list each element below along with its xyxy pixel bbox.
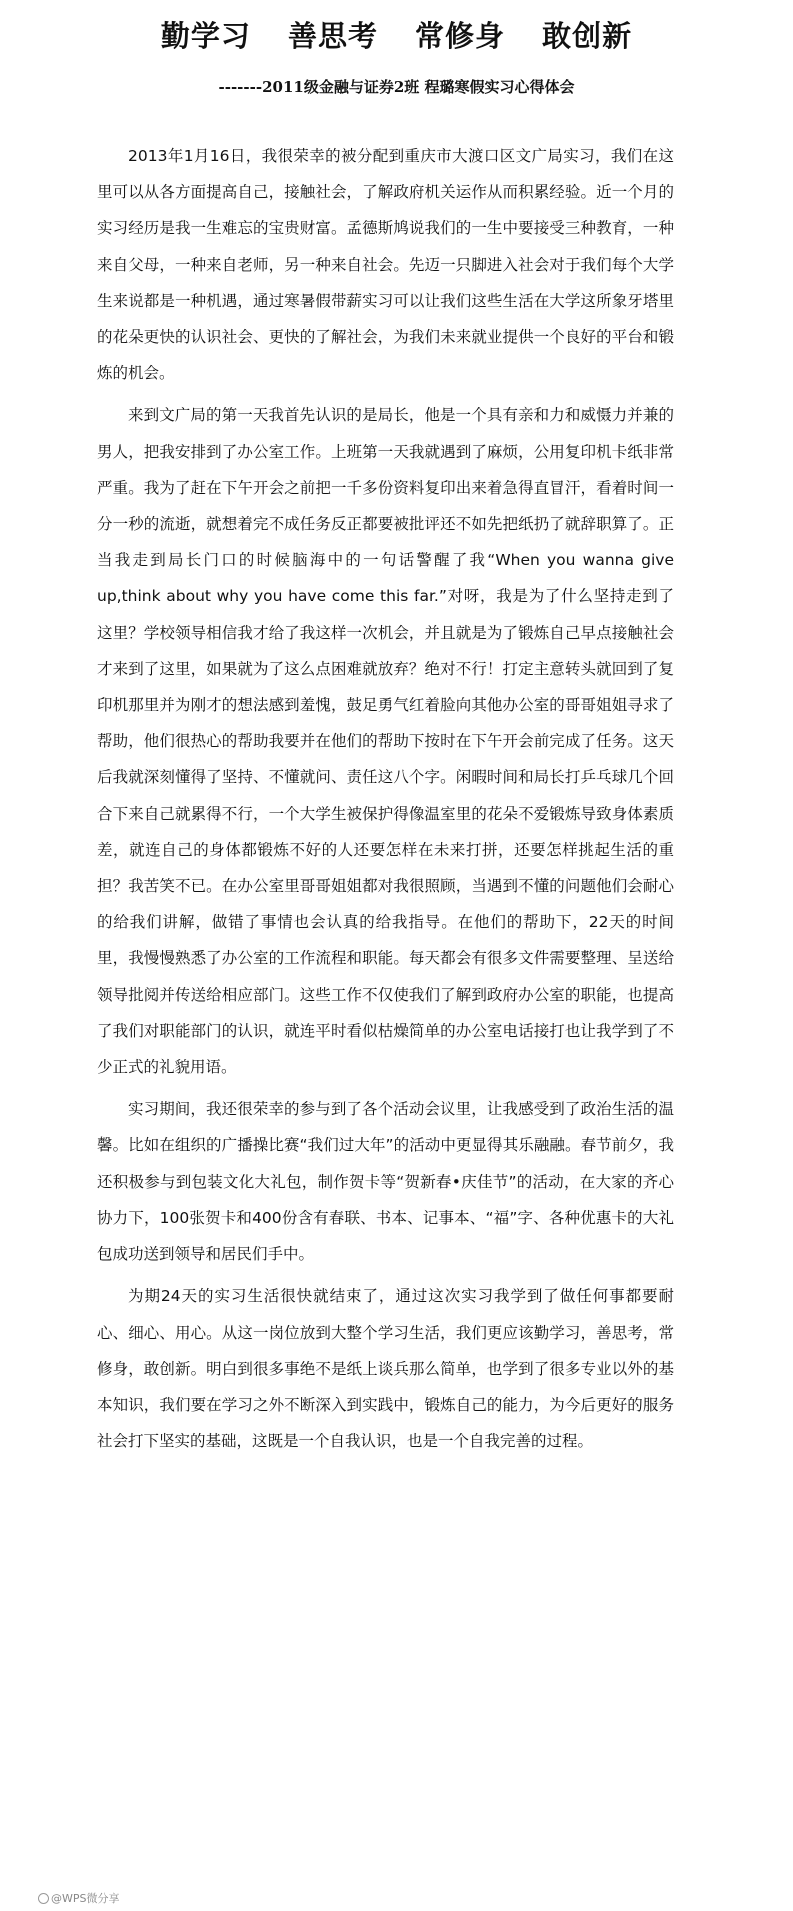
paragraph-2: 来到文广局的第一天我首先认识的是局长，他是一个具有亲和力和威慑力并兼的男人，把我安排到了办公室工作。上班第一天我就遇到了麻烦，公用复印机卡纸非常严重。我为了赶在下午开会之前把一千多份资料复印出来着急得直冒汗，看着时间一分一秒的流逝，就想着完不成任务反正都要被批评还不如先把纸扔了就辞职算了。正当我走到局长门口的时候脑海中的一句话警醒了我“When you wanna give up,think about why you have come this far.”对呀，我是为了什么坚持走到了这里？学校领导相信我才给了我这样一次机会，并且就是为了锻炼自己早点接触社会才来到了这里，如果就为了这么点困难就放弃？绝对不行！打定主意转头就回到了复印机那里并为刚才的想法感到羞愧，鼓足勇气红着脸向其他办公室的哥哥姐姐寻求了帮助，他们很热心的帮助我要并在他们的帮助下按时在下午开会前完成了任务。这天后我就深刻懂得了坚持、不懂就问、责任这八个字。闲暇时间和局长打乒乓球几个回合下来自己就累得不行，一个大学生被保护得像温室里的花朵不爱锻炼导致身体素质差，就连自己的身体都锻炼不好的人还要怎样在未来打拼，还要怎样挑起生活的重担？我苦笑不已。在办公室里哥哥姐姐都对我很照顾，当遇到不懂的问题他们会耐心的给我们讲解，做错了事情也会认真的给我指导。在他们的帮助下，22天的时间里，我慢慢熟悉了办公室的工作流程和职能。每天都会有很多文件需要整理、呈送给领导批阅并传送给相应部门。这些工作不仅使我们了解到政府办公室的职能，也提高了我们对职能部门的认识，就连平时看似枯燥简单的办公室电话接打也让我学到了不少正式的礼貌用语。	[97, 406, 674, 1077]
document-subtitle: -------2011级金融与证券2班 程璐寒假实习心得体会	[218, 78, 575, 96]
paragraph-4: 为期24天的实习生活很快就结束了，通过这次实习我学到了做任何事都要耐心、细心、用心。从这一岗位放到大整个学习生活，我们更应该勤学习，善思考，常修身，敢创新。明白到很多事绝不是纸上谈兵那么简单，也学到了很多专业以外的基本知识，我们要在学习之外不断深入到实践中，锻炼自己的能力，为今后更好的服务社会打下坚实的基础，这既是一个自我认识，也是一个自我完善的过程。	[97, 1287, 674, 1451]
document-body	[97, 138, 674, 1459]
paragraph-1: 2013年1月16日，我很荣幸的被分配到重庆市大渡口区文广局实习，我们在这里可以从各方面提高自己，接触社会，了解政府机关运作从而积累经验。近一个月的实习经历是我一生难忘的宝贵财富。孟德斯鸠说我们的一生中要接受三种教育，一种来自父母，一种来自老师，另一种来自社会。先迈一只脚进入社会对于我们每个大学生来说都是一种机遇，通过寒暑假带薪实习可以让我们这些生活在大学这所象牙塔里的花朵更快的认识社会、更快的了解社会，为我们未来就业提供一个良好的平台和锻炼的机会。	[97, 147, 674, 383]
wps-logo-icon	[38, 1893, 49, 1904]
wps-watermark	[38, 1890, 120, 1906]
watermark-text: @WPS微分享	[51, 1892, 120, 1905]
document-title: 勤学习 善思考 常修身 敢创新	[160, 19, 633, 53]
paragraph-3: 实习期间，我还很荣幸的参与到了各个活动会议里，让我感受到了政治生活的温馨。比如在组织的广播操比赛“我们过大年”的活动中更显得其乐融融。春节前夕，我还积极参与到包装文化大礼包，制作贺卡等“贺新春•庆佳节”的活动，在大家的齐心协力下，100张贺卡和400份含有春联、书本、记事本、“福”字、各种优惠卡的大礼包成功送到领导和居民们手中。	[97, 1100, 674, 1264]
